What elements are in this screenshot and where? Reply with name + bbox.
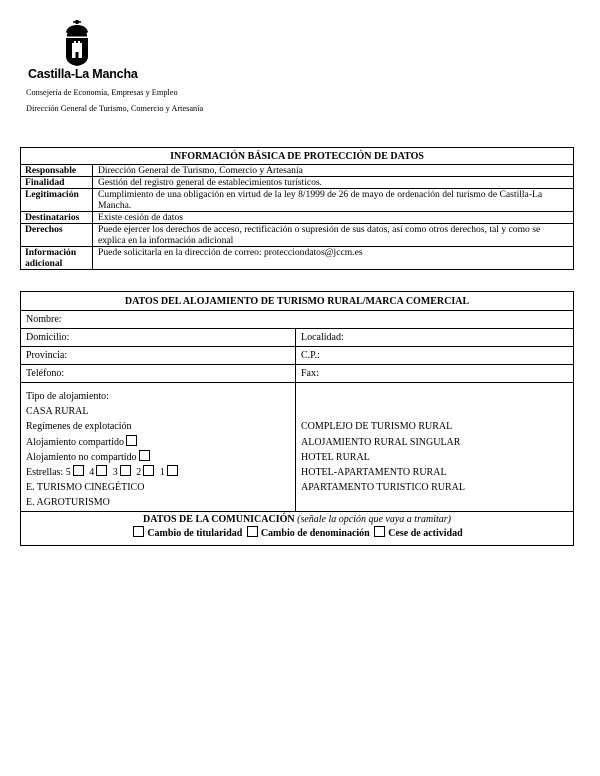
row-value: Puede ejercer los derechos de acceso, rectificación o supresión de sus datos, así como otros derechos, tal y como se explica en la información adicional xyxy=(93,224,574,247)
compartido-label: Alojamiento compartido xyxy=(26,436,125,448)
row-key: Legitimación xyxy=(21,189,93,212)
row-value: Dirección General de Turismo, Comercio y Artesanía xyxy=(93,165,574,177)
type-option: APARTAMENTO TURISTICO RURAL xyxy=(301,482,465,494)
table-row xyxy=(21,247,574,270)
row-key: Destinatarios xyxy=(21,212,93,224)
tipo-alojamiento-right xyxy=(296,383,574,512)
row-key: Finalidad xyxy=(21,177,93,189)
tipo-label: Tipo de alojamiento: xyxy=(26,391,109,402)
comunicacion-title: DATOS DE LA COMUNICACIÓN xyxy=(143,514,295,525)
consejeria-label: Consejería de Economía, Empresas y Empleo xyxy=(26,88,178,97)
table-row xyxy=(21,224,574,247)
logo-text: Castilla-La Mancha xyxy=(28,67,138,81)
comunicacion-note: (señale la opción que vaya a tramitar) xyxy=(297,514,451,525)
star-1-label: 1 xyxy=(159,466,165,478)
table-row xyxy=(21,177,574,189)
table-row xyxy=(21,189,574,212)
estrellas-label: Estrellas: xyxy=(26,466,64,478)
type-option: COMPLEJO DE TURISMO RURAL xyxy=(301,421,453,433)
nombre-field[interactable]: Nombre: xyxy=(21,311,574,329)
star-4-label: 4 xyxy=(89,466,95,478)
agroturismo-label: E. AGROTURISMO xyxy=(26,497,110,509)
star-5-checkbox[interactable] xyxy=(73,465,84,476)
star-3-checkbox[interactable] xyxy=(120,465,131,476)
domicilio-field[interactable]: Domicilio: xyxy=(21,329,296,347)
provincia-field[interactable]: Provincia: xyxy=(21,347,296,365)
direccion-label: Dirección General de Turismo, Comercio y Artesanía xyxy=(26,104,204,113)
crest-icon xyxy=(62,20,92,66)
table-row xyxy=(21,212,574,224)
star-2-checkbox[interactable] xyxy=(143,465,154,476)
tipo-alojamiento-left xyxy=(21,383,296,512)
row-value: Gestión del registro general de establecimientos turísticos. xyxy=(93,177,574,189)
star-4-checkbox[interactable] xyxy=(96,465,107,476)
fax-field[interactable]: Fax: xyxy=(296,365,574,383)
titularidad-checkbox[interactable] xyxy=(133,526,144,537)
accommodation-title: DATOS DEL ALOJAMIENTO DE TURISMO RURAL/MARCA COMERCIAL xyxy=(21,292,574,311)
regimenes-label: Regímenes de explotación xyxy=(26,421,132,433)
titularidad-label: Cambio de titularidad xyxy=(147,528,243,539)
no-compartido-label: Alojamiento no compartido xyxy=(26,451,137,463)
row-key: Responsable xyxy=(21,165,93,177)
cese-label: Cese de actividad xyxy=(388,528,463,539)
row-key: Derechos xyxy=(21,224,93,247)
type-option: HOTEL RURAL xyxy=(301,451,370,463)
cinegetico-label: E. TURISMO CINEGÉTICO xyxy=(26,482,145,494)
denominacion-label: Cambio de denominación xyxy=(260,528,370,539)
comunicacion-section xyxy=(21,512,574,546)
casa-rural-label: CASA RURAL xyxy=(26,406,89,418)
cese-checkbox[interactable] xyxy=(374,526,385,537)
type-option: HOTEL-APARTAMENTO RURAL xyxy=(301,466,447,478)
row-key: Información adicional xyxy=(21,247,93,270)
data-protection-table xyxy=(20,147,574,270)
star-2-label: 2 xyxy=(136,466,142,478)
star-3-label: 3 xyxy=(112,466,118,478)
row-value: Existe cesión de datos xyxy=(93,212,574,224)
accommodation-table xyxy=(20,291,574,546)
star-1-checkbox[interactable] xyxy=(167,465,178,476)
table-row xyxy=(21,165,574,177)
no-compartido-checkbox[interactable] xyxy=(139,450,150,461)
type-option: ALOJAMIENTO RURAL SINGULAR xyxy=(301,436,461,448)
telefono-field[interactable]: Teléfono: xyxy=(21,365,296,383)
row-value: Cumplimiento de una obligación en virtud de la ley 8/1999 de 26 de mayo de ordenación del turismo de Castilla-La Mancha. xyxy=(93,189,574,212)
star-5-label: 5 xyxy=(65,466,71,478)
compartido-checkbox[interactable] xyxy=(126,435,137,446)
data-protection-title: INFORMACIÓN BÁSICA DE PROTECCIÓN DE DATOS xyxy=(21,148,574,165)
localidad-field[interactable]: Localidad: xyxy=(296,329,574,347)
row-value: Puede solicitarla en la dirección de correo: protecciondatos@jccm.es xyxy=(93,247,574,270)
cp-field[interactable]: C.P.: xyxy=(296,347,574,365)
denominacion-checkbox[interactable] xyxy=(247,526,258,537)
